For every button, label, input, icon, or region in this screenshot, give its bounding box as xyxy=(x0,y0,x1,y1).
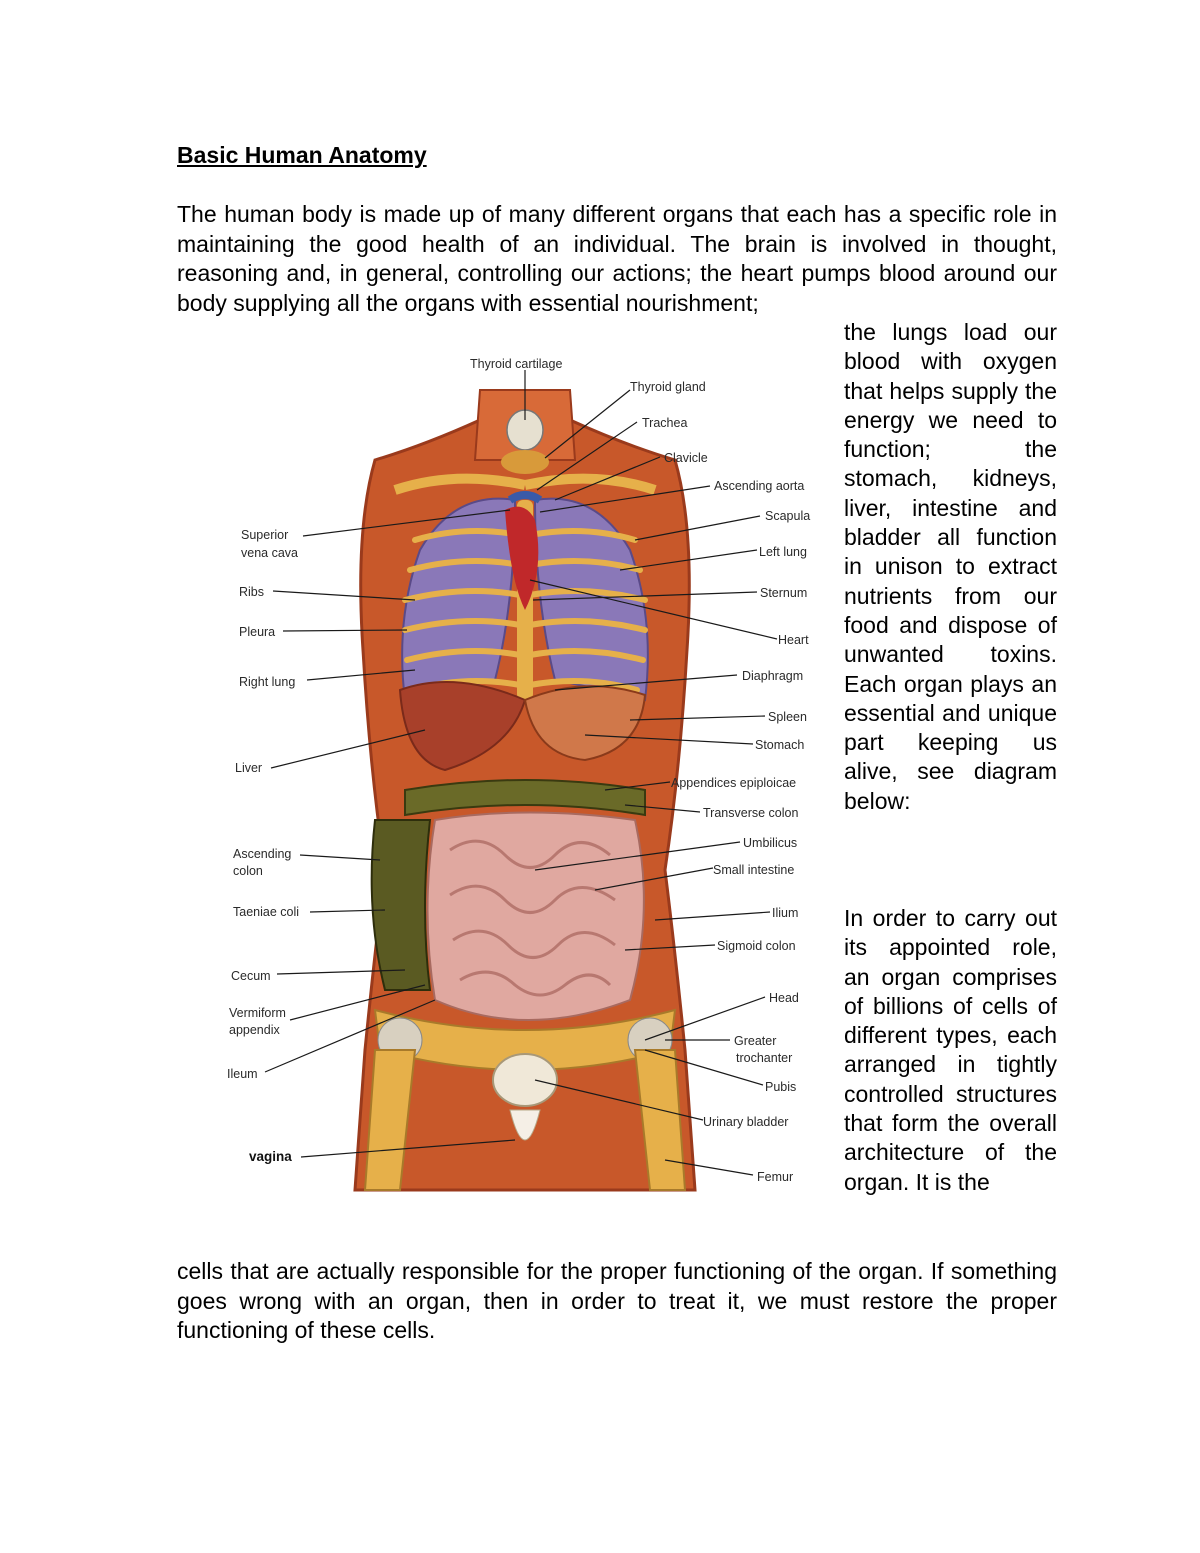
label-greater-trochanter-1: Greater xyxy=(734,1034,777,1048)
label-ascending-aorta: Ascending aorta xyxy=(714,479,805,493)
label-heart: Heart xyxy=(778,633,809,647)
anatomy-figure xyxy=(225,350,825,1210)
label-vermiform-appendix-1: Vermiform xyxy=(229,1006,286,1020)
label-ilium: Ilium xyxy=(772,906,799,920)
anatomy-illustration xyxy=(225,350,825,1210)
label-head: Head xyxy=(769,991,799,1005)
side-paragraph-2: In order to carry out its appointed role, an organ comprises of billions of cells of different types, each arranged in tightly controlled structures that form the overall architecture of the organ. It is the xyxy=(844,905,1057,1195)
label-scapula: Scapula xyxy=(765,509,811,523)
torso-drawing xyxy=(355,390,695,1190)
label-ascending-colon-2: colon xyxy=(233,864,263,878)
page-title: Basic Human Anatomy xyxy=(177,142,427,168)
label-thyroid-gland: Thyroid gland xyxy=(630,380,706,394)
outro-paragraph: cells that are actually responsible for the proper functioning of the organ. If something goes wrong with an organ, then in order to treat it, we must restore the proper functioning of these cells. xyxy=(177,1258,1057,1344)
label-transverse-colon: Transverse colon xyxy=(703,806,799,820)
label-pleura: Pleura xyxy=(239,625,276,639)
label-clavicle: Clavicle xyxy=(664,451,708,465)
label-spleen: Spleen xyxy=(768,710,807,724)
label-small-intestine: Small intestine xyxy=(713,863,795,877)
label-superior-vena-cava-2: vena cava xyxy=(241,546,298,560)
label-stomach: Stomach xyxy=(755,738,805,752)
label-greater-trochanter-2: trochanter xyxy=(736,1051,793,1065)
label-trachea: Trachea xyxy=(642,416,688,430)
label-cecum: Cecum xyxy=(231,969,271,983)
thyroid-gland-shape xyxy=(501,450,549,474)
side-paragraph-1: the lungs load our blood with oxygen that helps supply the energy we need to function; the stomach, kidneys, liver, intestine and bladder all function in unison to extract nutrients from our food and dispose of unwanted toxins. Each organ plays an essential and unique part keeping us alive, see diagram below: xyxy=(844,319,1057,814)
label-sigmoid-colon: Sigmoid colon xyxy=(717,939,796,953)
label-appendices-epiploicae: Appendices epiploicae xyxy=(671,776,797,790)
label-right-lung: Right lung xyxy=(239,675,296,689)
label-vermiform-appendix-2: appendix xyxy=(229,1023,280,1037)
label-taeniae-coli: Taeniae coli xyxy=(233,905,300,919)
label-pubis: Pubis xyxy=(765,1080,797,1094)
ascending-colon-shape xyxy=(372,820,430,990)
label-ribs: Ribs xyxy=(239,585,265,599)
label-sternum: Sternum xyxy=(760,586,808,600)
label-urinary-bladder: Urinary bladder xyxy=(703,1115,789,1129)
label-ascending-colon-1: Ascending xyxy=(233,847,292,861)
urinary-bladder-shape xyxy=(493,1054,557,1106)
label-femur: Femur xyxy=(757,1170,794,1184)
label-umbilicus: Umbilicus xyxy=(743,836,798,850)
label-vagina: vagina xyxy=(249,1149,292,1164)
label-superior-vena-cava-1: Superior xyxy=(241,528,289,542)
intro-paragraph: The human body is made up of many different organs that each has a specific role in maintaining the good health of an individual. The brain is involved in thought, reasoning and, in general, controlling our actions; the heart pumps blood around our body supplying all the organs with essential nourishment; xyxy=(177,201,1057,317)
label-ileum: Ileum xyxy=(227,1067,258,1081)
label-thyroid-cartilage: Thyroid cartilage xyxy=(470,357,563,371)
label-liver: Liver xyxy=(235,761,263,775)
label-left-lung: Left lung xyxy=(759,545,807,559)
label-diaphragm: Diaphragm xyxy=(742,669,804,683)
